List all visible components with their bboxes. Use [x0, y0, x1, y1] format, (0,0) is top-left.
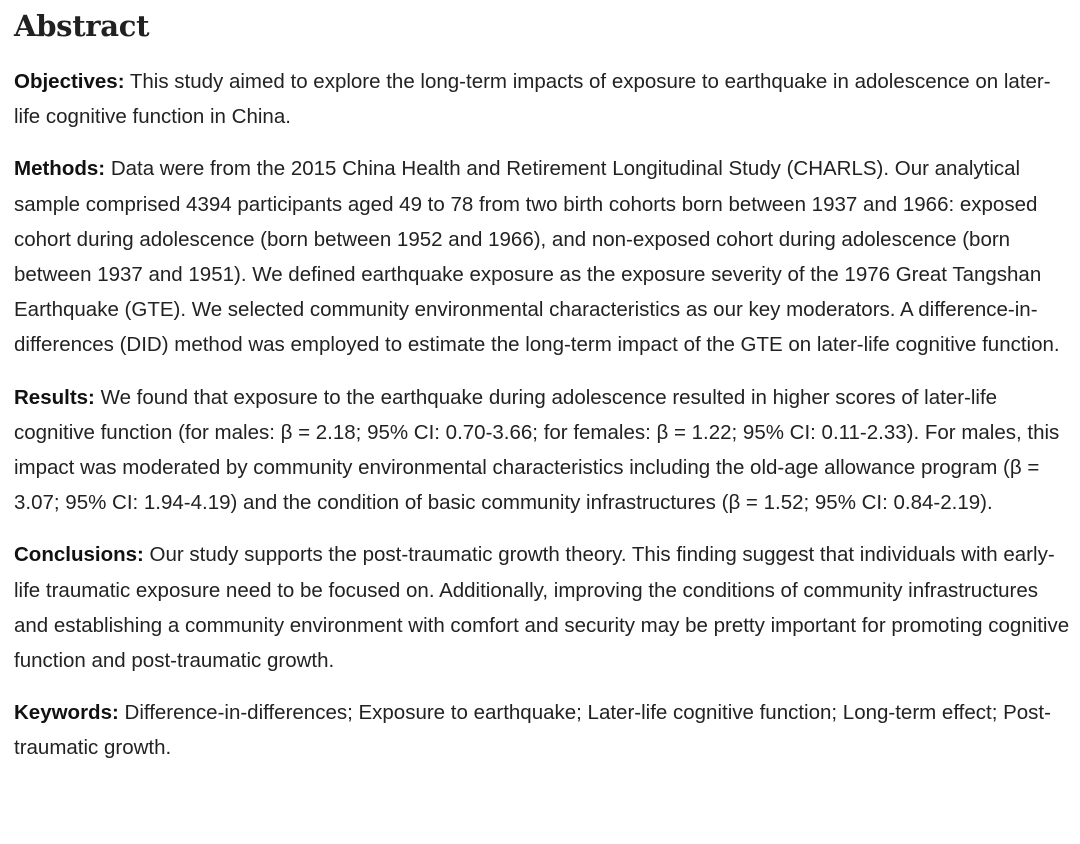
objectives-text: This study aimed to explore the long-term impacts of exposure to earthquake in adolescence on later-life cognitive function in China. [14, 70, 1051, 129]
results-paragraph [14, 380, 1070, 521]
keywords-text: Difference-in-differences; Exposure to earthquake; Later-life cognitive function; Long-term effect; Post-traumatic growth. [14, 701, 1051, 760]
methods-paragraph [14, 151, 1070, 362]
results-label: Results: [14, 385, 95, 409]
conclusions-paragraph [14, 537, 1070, 678]
results-text: We found that exposure to the earthquake during adolescence resulted in higher scores of later-life cognitive function (for males: β = 2.18; 95% CI: 0.70-3.66; for females: β = 1.22; 95% CI: 0.11-2.33). For males, this impact was moderated by community environmental characteristics including the old-age allowance program (β = 3.07; 95% CI: 1.94-4.19) and the condition of basic community infrastructures (β = 1.52; 95% CI: 0.84-2.19). [14, 385, 1060, 515]
methods-text: Data were from the 2015 China Health and Retirement Longitudinal Study (CHARLS). Our analytical sample comprised 4394 participants aged 49 to 78 from two birth cohorts born between 1937 and 1966: exposed cohort during adolescence (born between 1952 and 1966), and non-exposed cohort during adolescence (born between 1937 and 1951). We defined earthquake exposure as the exposure severity of the 1976 Great Tangshan Earthquake (GTE). We selected community environmental characteristics as our key moderators. A difference-in-differences (DID) method was employed to estimate the long-term impact of the GTE on later-life cognitive function. [14, 157, 1060, 357]
abstract-block [14, 0, 1070, 766]
methods-label: Methods: [14, 157, 106, 181]
conclusions-label: Conclusions: [14, 543, 144, 567]
conclusions-text: Our study supports the post-traumatic growth theory. This finding suggest that individuals with early-life traumatic exposure need to be focused on. Additionally, improving the conditions of community infrastructures and establishing a community environment with comfort and security may be pretty important for promoting cognitive function and post-traumatic growth. [14, 543, 1070, 673]
objectives-paragraph [14, 64, 1070, 134]
objectives-label: Objectives: [14, 70, 125, 93]
keywords-paragraph [14, 695, 1070, 765]
keywords-label: Keywords: [14, 701, 119, 725]
abstract-heading: Abstract [14, 9, 150, 43]
